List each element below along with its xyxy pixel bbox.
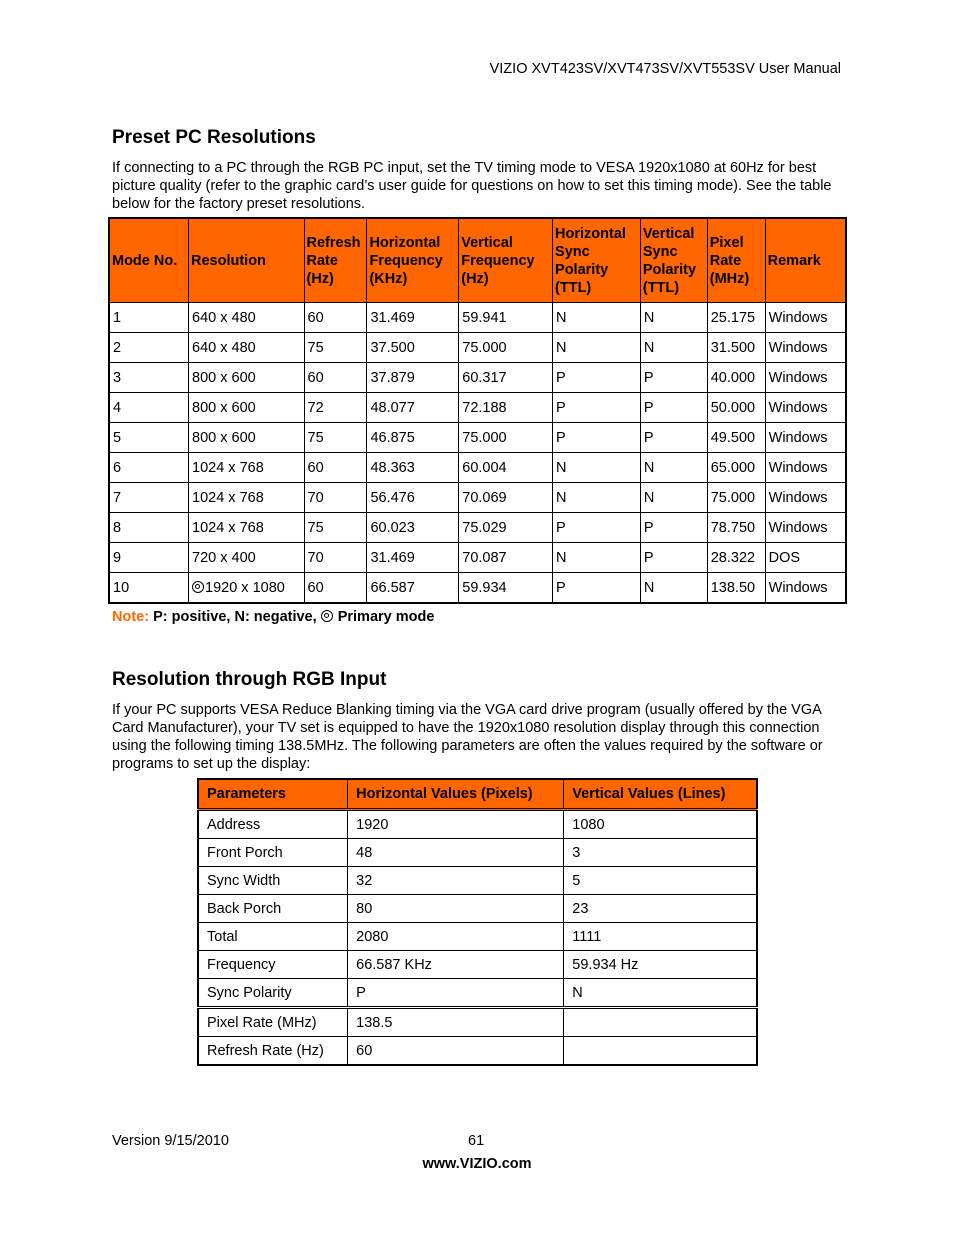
- table-cell: 640 x 480: [189, 333, 305, 363]
- table-cell: Windows: [765, 513, 846, 543]
- table-cell: P: [553, 513, 641, 543]
- table-cell: 1920: [348, 810, 564, 839]
- table-note: [112, 609, 434, 625]
- table-cell: 6: [109, 453, 189, 483]
- table-cell: N: [553, 483, 641, 513]
- table-cell: 5: [109, 423, 189, 453]
- table-header-row: [198, 779, 757, 810]
- resolution-value: 1920 x 1080: [205, 579, 285, 596]
- table-row: [109, 513, 846, 543]
- table-row: [109, 423, 846, 453]
- table-cell: 60.004: [459, 453, 553, 483]
- table-row: [198, 1008, 757, 1037]
- note-text-primary: Primary mode: [333, 609, 435, 625]
- table-row: [198, 923, 757, 951]
- table-cell: 4: [109, 393, 189, 423]
- table-cell: 75.000: [707, 483, 765, 513]
- table-cell: N: [564, 979, 757, 1008]
- table-cell: 50.000: [707, 393, 765, 423]
- table-cell: Total: [198, 923, 348, 951]
- table-row: [109, 543, 846, 573]
- table-row: [109, 363, 846, 393]
- table-cell: 31.469: [367, 303, 459, 333]
- table-row: [198, 867, 757, 895]
- note-label: Note:: [112, 609, 150, 625]
- table-cell: P: [640, 363, 707, 393]
- table-cell: 78.750: [707, 513, 765, 543]
- table-cell: P: [348, 979, 564, 1008]
- preset-pc-paragraph: If connecting to a PC through the RGB PC input, set the TV timing mode to VESA 1920x1080 at 60Hz for best picture quality (refer to the graphic card’s user guide for questions on how to set this timing mode). See the table below for the factory preset resolutions.: [112, 160, 832, 212]
- table-cell: 720 x 400: [189, 543, 305, 573]
- table-cell: 8: [109, 513, 189, 543]
- table-cell: 72.188: [459, 393, 553, 423]
- table-cell: Windows: [765, 573, 846, 604]
- table-cell: 60: [304, 363, 367, 393]
- table-cell: 1024 x 768: [189, 453, 305, 483]
- primary-mode-icon: [192, 581, 204, 593]
- table-cell: 48.363: [367, 453, 459, 483]
- table-cell: 70: [304, 543, 367, 573]
- table-cell: 75: [304, 423, 367, 453]
- section-title-rgb-input: Resolution through RGB Input: [112, 669, 387, 690]
- table-cell: 56.476: [367, 483, 459, 513]
- table-cell: Address: [198, 810, 348, 839]
- table-cell: P: [640, 543, 707, 573]
- table-cell: 70.087: [459, 543, 553, 573]
- column-header: Vertical Values (Lines): [564, 779, 757, 810]
- table-row: [109, 453, 846, 483]
- table-cell: 3: [109, 363, 189, 393]
- table-cell: 7: [109, 483, 189, 513]
- table-cell: Back Porch: [198, 895, 348, 923]
- table-cell: 66.587 KHz: [348, 951, 564, 979]
- column-header: Horizontal Values (Pixels): [348, 779, 564, 810]
- section-title-preset-pc: Preset PC Resolutions: [112, 127, 316, 148]
- table-cell: 59.934 Hz: [564, 951, 757, 979]
- table-cell: Windows: [765, 423, 846, 453]
- table-cell: P: [553, 363, 641, 393]
- table-row: [109, 483, 846, 513]
- table-cell: 60: [304, 573, 367, 604]
- table-cell: N: [553, 543, 641, 573]
- table-cell: 59.934: [459, 573, 553, 604]
- table-cell: 48.077: [367, 393, 459, 423]
- table-cell: 23: [564, 895, 757, 923]
- table-cell: Windows: [765, 483, 846, 513]
- version-label: Version 9/15/2010: [112, 1133, 229, 1149]
- column-header: Parameters: [198, 779, 348, 810]
- table-cell: 75.029: [459, 513, 553, 543]
- column-header: Vertical Frequency (Hz): [459, 218, 553, 303]
- table-cell: Sync Width: [198, 867, 348, 895]
- table-cell: P: [553, 573, 641, 604]
- table-cell: 5: [564, 867, 757, 895]
- table-cell: 31.500: [707, 333, 765, 363]
- table-cell: 800 x 600: [189, 393, 305, 423]
- table-cell: 138.50: [707, 573, 765, 604]
- preset-resolutions-table: [108, 217, 847, 604]
- table-cell: P: [640, 393, 707, 423]
- table-cell: 138.5: [348, 1008, 564, 1037]
- table-cell: 32: [348, 867, 564, 895]
- table-cell: Windows: [765, 363, 846, 393]
- column-header: Remark: [765, 218, 846, 303]
- table-cell: Front Porch: [198, 839, 348, 867]
- table-cell: 60.317: [459, 363, 553, 393]
- table-cell: 75.000: [459, 423, 553, 453]
- table-cell: 60: [304, 303, 367, 333]
- manual-title: VIZIO XVT423SV/XVT473SV/XVT553SV User Manual: [489, 61, 841, 77]
- table-cell: 49.500: [707, 423, 765, 453]
- table-cell: 9: [109, 543, 189, 573]
- table-cell: N: [640, 483, 707, 513]
- column-header: Horizontal Frequency (KHz): [367, 218, 459, 303]
- table-cell: 640 x 480: [189, 303, 305, 333]
- table-cell: 66.587: [367, 573, 459, 604]
- page-number: 61: [468, 1133, 485, 1149]
- column-header: Pixel Rate (MHz): [707, 218, 765, 303]
- table-row: [198, 951, 757, 979]
- table-cell: N: [553, 333, 641, 363]
- table-cell: N: [640, 453, 707, 483]
- table-cell: N: [640, 303, 707, 333]
- table-cell: 46.875: [367, 423, 459, 453]
- table-cell: 70.069: [459, 483, 553, 513]
- primary-mode-icon: [321, 610, 333, 622]
- table-cell: 40.000: [707, 363, 765, 393]
- table-cell: 31.469: [367, 543, 459, 573]
- table-cell: 1024 x 768: [189, 513, 305, 543]
- table-cell: Sync Polarity: [198, 979, 348, 1008]
- table-cell: 60.023: [367, 513, 459, 543]
- table-cell: 75.000: [459, 333, 553, 363]
- table-cell: 25.175: [707, 303, 765, 333]
- table-cell: 72: [304, 393, 367, 423]
- table-cell: Windows: [765, 453, 846, 483]
- table-row: [198, 810, 757, 839]
- table-row: [109, 333, 846, 363]
- table-cell: N: [640, 333, 707, 363]
- column-header: Mode No.: [109, 218, 189, 303]
- table-cell: 2080: [348, 923, 564, 951]
- table-row: [198, 979, 757, 1008]
- table-cell: N: [553, 303, 641, 333]
- column-header: Resolution: [189, 218, 305, 303]
- rgb-timing-table: [197, 778, 758, 1066]
- table-cell: 48: [348, 839, 564, 867]
- table-cell: 1080: [564, 810, 757, 839]
- table-row: [109, 303, 846, 333]
- table-cell: 59.941: [459, 303, 553, 333]
- table-cell: 80: [348, 895, 564, 923]
- table-cell: 10: [109, 573, 189, 604]
- table-cell: P: [640, 513, 707, 543]
- table-cell: Refresh Rate (Hz): [198, 1037, 348, 1066]
- table-row: [198, 895, 757, 923]
- table-cell: Pixel Rate (MHz): [198, 1008, 348, 1037]
- table-cell: Windows: [765, 303, 846, 333]
- table-cell: P: [640, 423, 707, 453]
- table-cell: Windows: [765, 333, 846, 363]
- table-cell: [564, 1008, 757, 1037]
- table-cell: 1: [109, 303, 189, 333]
- table-cell: 1111: [564, 923, 757, 951]
- table-cell: 37.500: [367, 333, 459, 363]
- table-cell: [189, 573, 305, 604]
- column-header: Horizontal Sync Polarity (TTL): [553, 218, 641, 303]
- table-cell: P: [553, 423, 641, 453]
- table-row: [198, 839, 757, 867]
- table-row: [198, 1037, 757, 1066]
- table-cell: N: [553, 453, 641, 483]
- table-cell: 1024 x 768: [189, 483, 305, 513]
- table-cell: 37.879: [367, 363, 459, 393]
- table-cell: 65.000: [707, 453, 765, 483]
- column-header: Refresh Rate (Hz): [304, 218, 367, 303]
- table-cell: 3: [564, 839, 757, 867]
- rgb-input-paragraph: If your PC supports VESA Reduce Blanking timing via the VGA card drive program (usually offered by the VGA Card Manufacturer), your TV set is equipped to have the 1920x1080 resolution display through this connection using the following timing 138.5MHz. The following parameters are often the values required by the software or programs to set up the display:: [112, 702, 823, 772]
- table-cell: [564, 1037, 757, 1066]
- table-cell: N: [640, 573, 707, 604]
- note-text: P: positive, N: negative,: [149, 609, 321, 625]
- table-cell: 60: [348, 1037, 564, 1066]
- table-cell: 2: [109, 333, 189, 363]
- table-row: [109, 393, 846, 423]
- table-cell: Windows: [765, 393, 846, 423]
- column-header: Vertical Sync Polarity (TTL): [640, 218, 707, 303]
- table-cell: 800 x 600: [189, 363, 305, 393]
- table-header-row: [109, 218, 846, 303]
- table-cell: 75: [304, 333, 367, 363]
- table-cell: P: [553, 393, 641, 423]
- website-url: www.VIZIO.com: [422, 1156, 532, 1172]
- table-cell: DOS: [765, 543, 846, 573]
- table-cell: 28.322: [707, 543, 765, 573]
- table-cell: 60: [304, 453, 367, 483]
- table-cell: 70: [304, 483, 367, 513]
- table-cell: 800 x 600: [189, 423, 305, 453]
- table-cell: Frequency: [198, 951, 348, 979]
- table-row: [109, 573, 846, 604]
- table-cell: 75: [304, 513, 367, 543]
